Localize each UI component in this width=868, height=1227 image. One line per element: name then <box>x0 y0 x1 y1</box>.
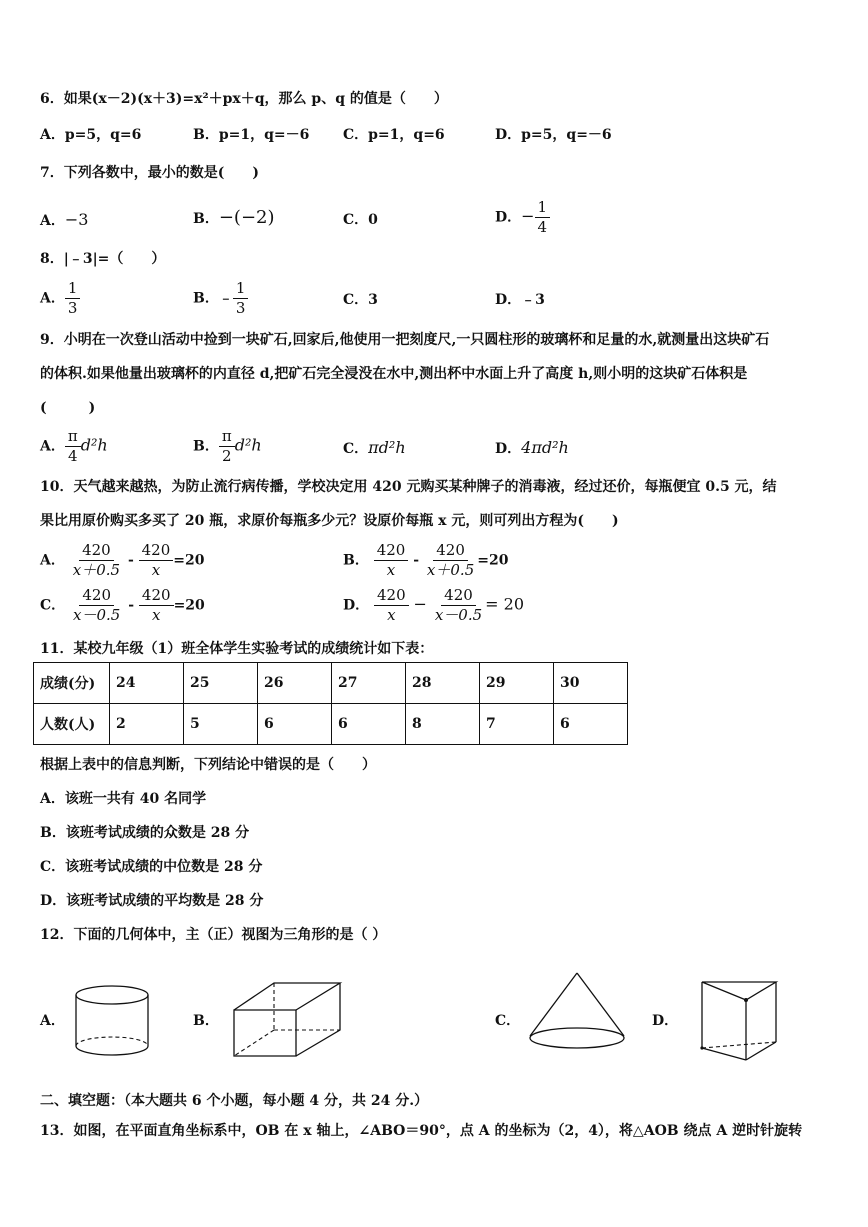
question-9-stem-line-1: 9．小明在一次登山活动中捡到一块矿石,回家后,他使用一把刻度尺,一只圆柱形的玻璃杯和足量的水,就测量出这块矿石 <box>40 332 770 348</box>
fraction <box>535 199 551 236</box>
question-7-option-d <box>495 199 550 236</box>
minus-sign: − <box>413 594 427 614</box>
question-12-label-c: C． <box>495 1013 521 1029</box>
question-7-option-c <box>343 211 378 229</box>
equals-value: = 20 <box>485 594 524 614</box>
question-10-stem-line-1: 10．天气越来越热，为防止流行病传播，学校决定用 420 元购买某种牌子的消毒液，经过还价，每瓶便宜 0.5 元，结 <box>40 479 777 495</box>
numerator: 420 <box>441 587 476 606</box>
question-6-option-a: A．p=5，q=6 <box>40 127 142 143</box>
option-label: D． <box>495 209 522 226</box>
denominator: 3 <box>235 299 246 317</box>
option-value: −3 <box>64 210 89 229</box>
question-6-option-d: D．p=5，q=－6 <box>495 127 612 143</box>
denominator: x－0.5 <box>434 606 483 624</box>
table-cell: 27 <box>332 663 406 704</box>
numerator: 420 <box>139 587 174 606</box>
question-10-option-c <box>40 587 205 624</box>
numerator: π <box>219 428 235 447</box>
denominator: x <box>152 606 161 624</box>
question-12-label-b: B． <box>193 1013 219 1029</box>
denominator: x <box>386 561 396 579</box>
option-value: d²h <box>234 435 262 455</box>
score-table <box>33 662 628 745</box>
minus-sign: - <box>413 552 420 569</box>
fraction <box>65 428 81 465</box>
minus-sign: - <box>127 552 134 569</box>
minus-sign: - <box>128 597 135 614</box>
denominator: 4 <box>537 218 548 236</box>
table-row <box>34 704 628 745</box>
question-8-stem: 8．|﹣3|=（ ） <box>40 251 166 267</box>
question-12-stem: 12．下面的几何体中，主（正）视图为三角形的是（ ） <box>40 927 387 943</box>
table-cell: 24 <box>110 663 184 704</box>
fraction <box>70 587 123 624</box>
numerator: 1 <box>535 199 551 218</box>
question-11-option-a: A．该班一共有 40 名同学 <box>40 791 207 807</box>
table-header-cell: 人数(人) <box>34 704 110 745</box>
fraction <box>70 542 123 579</box>
question-9-option-c <box>343 439 406 458</box>
denominator: 2 <box>222 447 232 465</box>
option-label: D． <box>495 441 522 457</box>
question-11-option-d: D．该班考试成绩的平均数是 28 分 <box>40 893 264 909</box>
question-13-stem: 13．如图，在平面直角坐标系中，OB 在 x 轴上，∠ABO＝90°，点 A 的坐标为（2，4），将△AOB 绕点 A 逆时针旋转 <box>40 1123 803 1139</box>
question-8-option-a <box>40 280 80 317</box>
question-10-option-b <box>343 542 508 579</box>
denominator: x＋0.5 <box>426 561 475 579</box>
equals-value: =20 <box>173 597 205 614</box>
table-cell: 2 <box>110 704 184 745</box>
triangular-prism-figure <box>696 972 786 1064</box>
option-value: 3 <box>368 292 378 308</box>
minus-sign: − <box>521 206 535 226</box>
option-value: πd²h <box>368 438 406 457</box>
table-cell: 29 <box>480 663 554 704</box>
option-label: A． <box>40 290 65 307</box>
option-label: C． <box>343 292 369 308</box>
fraction <box>424 542 477 579</box>
denominator: x <box>151 561 161 579</box>
table-cell: 8 <box>406 704 480 745</box>
question-9-option-a <box>40 428 108 465</box>
fraction <box>139 587 174 624</box>
numerator: 420 <box>79 587 114 606</box>
option-label: A． <box>40 438 65 455</box>
denominator: 3 <box>67 299 78 317</box>
fraction <box>219 428 235 465</box>
fraction <box>374 542 409 579</box>
numerator: π <box>65 428 81 447</box>
option-value: d²h <box>80 435 108 455</box>
option-label: A． <box>40 213 65 229</box>
question-10-option-a <box>40 542 205 579</box>
option-label: B． <box>193 211 219 227</box>
option-label: A． <box>40 552 65 569</box>
question-6-option-c: C．p=1，q=6 <box>343 127 445 143</box>
minus-sign: ﹣ <box>218 290 233 307</box>
question-7-stem: 7．下列各数中，最小的数是( ) <box>40 165 259 181</box>
option-label: C． <box>343 441 369 457</box>
denominator: x <box>387 606 396 624</box>
question-9-option-b <box>193 428 262 465</box>
option-label: C． <box>343 212 369 228</box>
question-11-stem: 11．某校九年级（1）班全体学生实验考试的成绩统计如下表： <box>40 641 434 657</box>
table-cell: 28 <box>406 663 480 704</box>
table-cell: 6 <box>258 704 332 745</box>
question-9-option-d <box>495 439 569 458</box>
fraction <box>432 587 485 624</box>
table-cell: 26 <box>258 663 332 704</box>
cone-figure <box>524 968 630 1054</box>
table-cell: 25 <box>184 663 258 704</box>
question-8-option-b <box>193 280 248 317</box>
question-7-option-a <box>40 211 88 230</box>
table-cell: 7 <box>480 704 554 745</box>
denominator: x－0.5 <box>73 606 121 624</box>
question-11-option-b: B．该班考试成绩的众数是 28 分 <box>40 825 250 841</box>
denominator: x＋0.5 <box>72 561 121 579</box>
equals-value: =20 <box>477 552 509 569</box>
option-value: ﹣3 <box>521 292 545 308</box>
option-label: B． <box>193 438 219 455</box>
equals-value: =20 <box>173 552 205 569</box>
cylinder-figure <box>70 980 156 1060</box>
option-label: B． <box>343 552 369 569</box>
numerator: 420 <box>374 587 409 606</box>
table-cell: 5 <box>184 704 258 745</box>
table-cell: 30 <box>554 663 628 704</box>
numerator: 1 <box>65 280 81 299</box>
question-12-label-d: D． <box>652 1013 679 1029</box>
question-12-label-a: A． <box>40 1013 65 1029</box>
fraction <box>374 587 409 624</box>
fraction <box>65 280 81 317</box>
numerator: 420 <box>79 542 114 561</box>
cuboid-figure <box>226 978 348 1062</box>
option-label: B． <box>193 290 219 307</box>
question-10-option-d <box>343 587 524 624</box>
table-header-cell: 成绩(分) <box>34 663 110 704</box>
option-label: C． <box>40 597 66 614</box>
question-9-stem-line-3: ( ) <box>40 400 96 416</box>
table-cell: 6 <box>554 704 628 745</box>
question-8-option-d <box>495 291 545 309</box>
numerator: 420 <box>139 542 174 561</box>
option-label: D． <box>343 597 370 614</box>
question-9-stem-line-2: 的体积.如果他量出玻璃杯的内直径 d,把矿石完全浸没在水中,测出杯中水面上升了高度 h,则小明的这块矿石体积是 <box>40 366 748 382</box>
question-10-stem-line-2: 果比用原价购买多买了 20 瓶，求原价每瓶多少元？设原价每瓶 x 元，则可列出方程为( ) <box>40 513 619 529</box>
fraction <box>139 542 174 579</box>
option-label: D． <box>495 292 522 308</box>
section-2-heading: 二、填空题：（本大题共 6 个小题，每小题 4 分，共 24 分.） <box>40 1093 429 1109</box>
question-11-question: 根据上表中的信息判断，下列结论中错误的是（ ） <box>40 757 376 773</box>
numerator: 420 <box>374 542 409 561</box>
table-row <box>34 663 628 704</box>
option-value: 0 <box>368 212 378 228</box>
question-7-option-b <box>193 209 275 228</box>
numerator: 1 <box>233 280 249 299</box>
fraction <box>233 280 249 317</box>
denominator: 4 <box>68 447 78 465</box>
question-11-option-c: C．该班考试成绩的中位数是 28 分 <box>40 859 263 875</box>
question-6-option-b: B．p=1，q=－6 <box>193 127 310 143</box>
option-value: 4πd²h <box>521 438 569 457</box>
table-cell: 6 <box>332 704 406 745</box>
question-8-option-c <box>343 291 378 309</box>
question-6-stem: 6．如果(x－2)(x＋3)=x²＋px＋q，那么 p、q 的值是（ ） <box>40 91 448 107</box>
option-value: −(−2) <box>218 207 275 228</box>
numerator: 420 <box>433 542 468 561</box>
